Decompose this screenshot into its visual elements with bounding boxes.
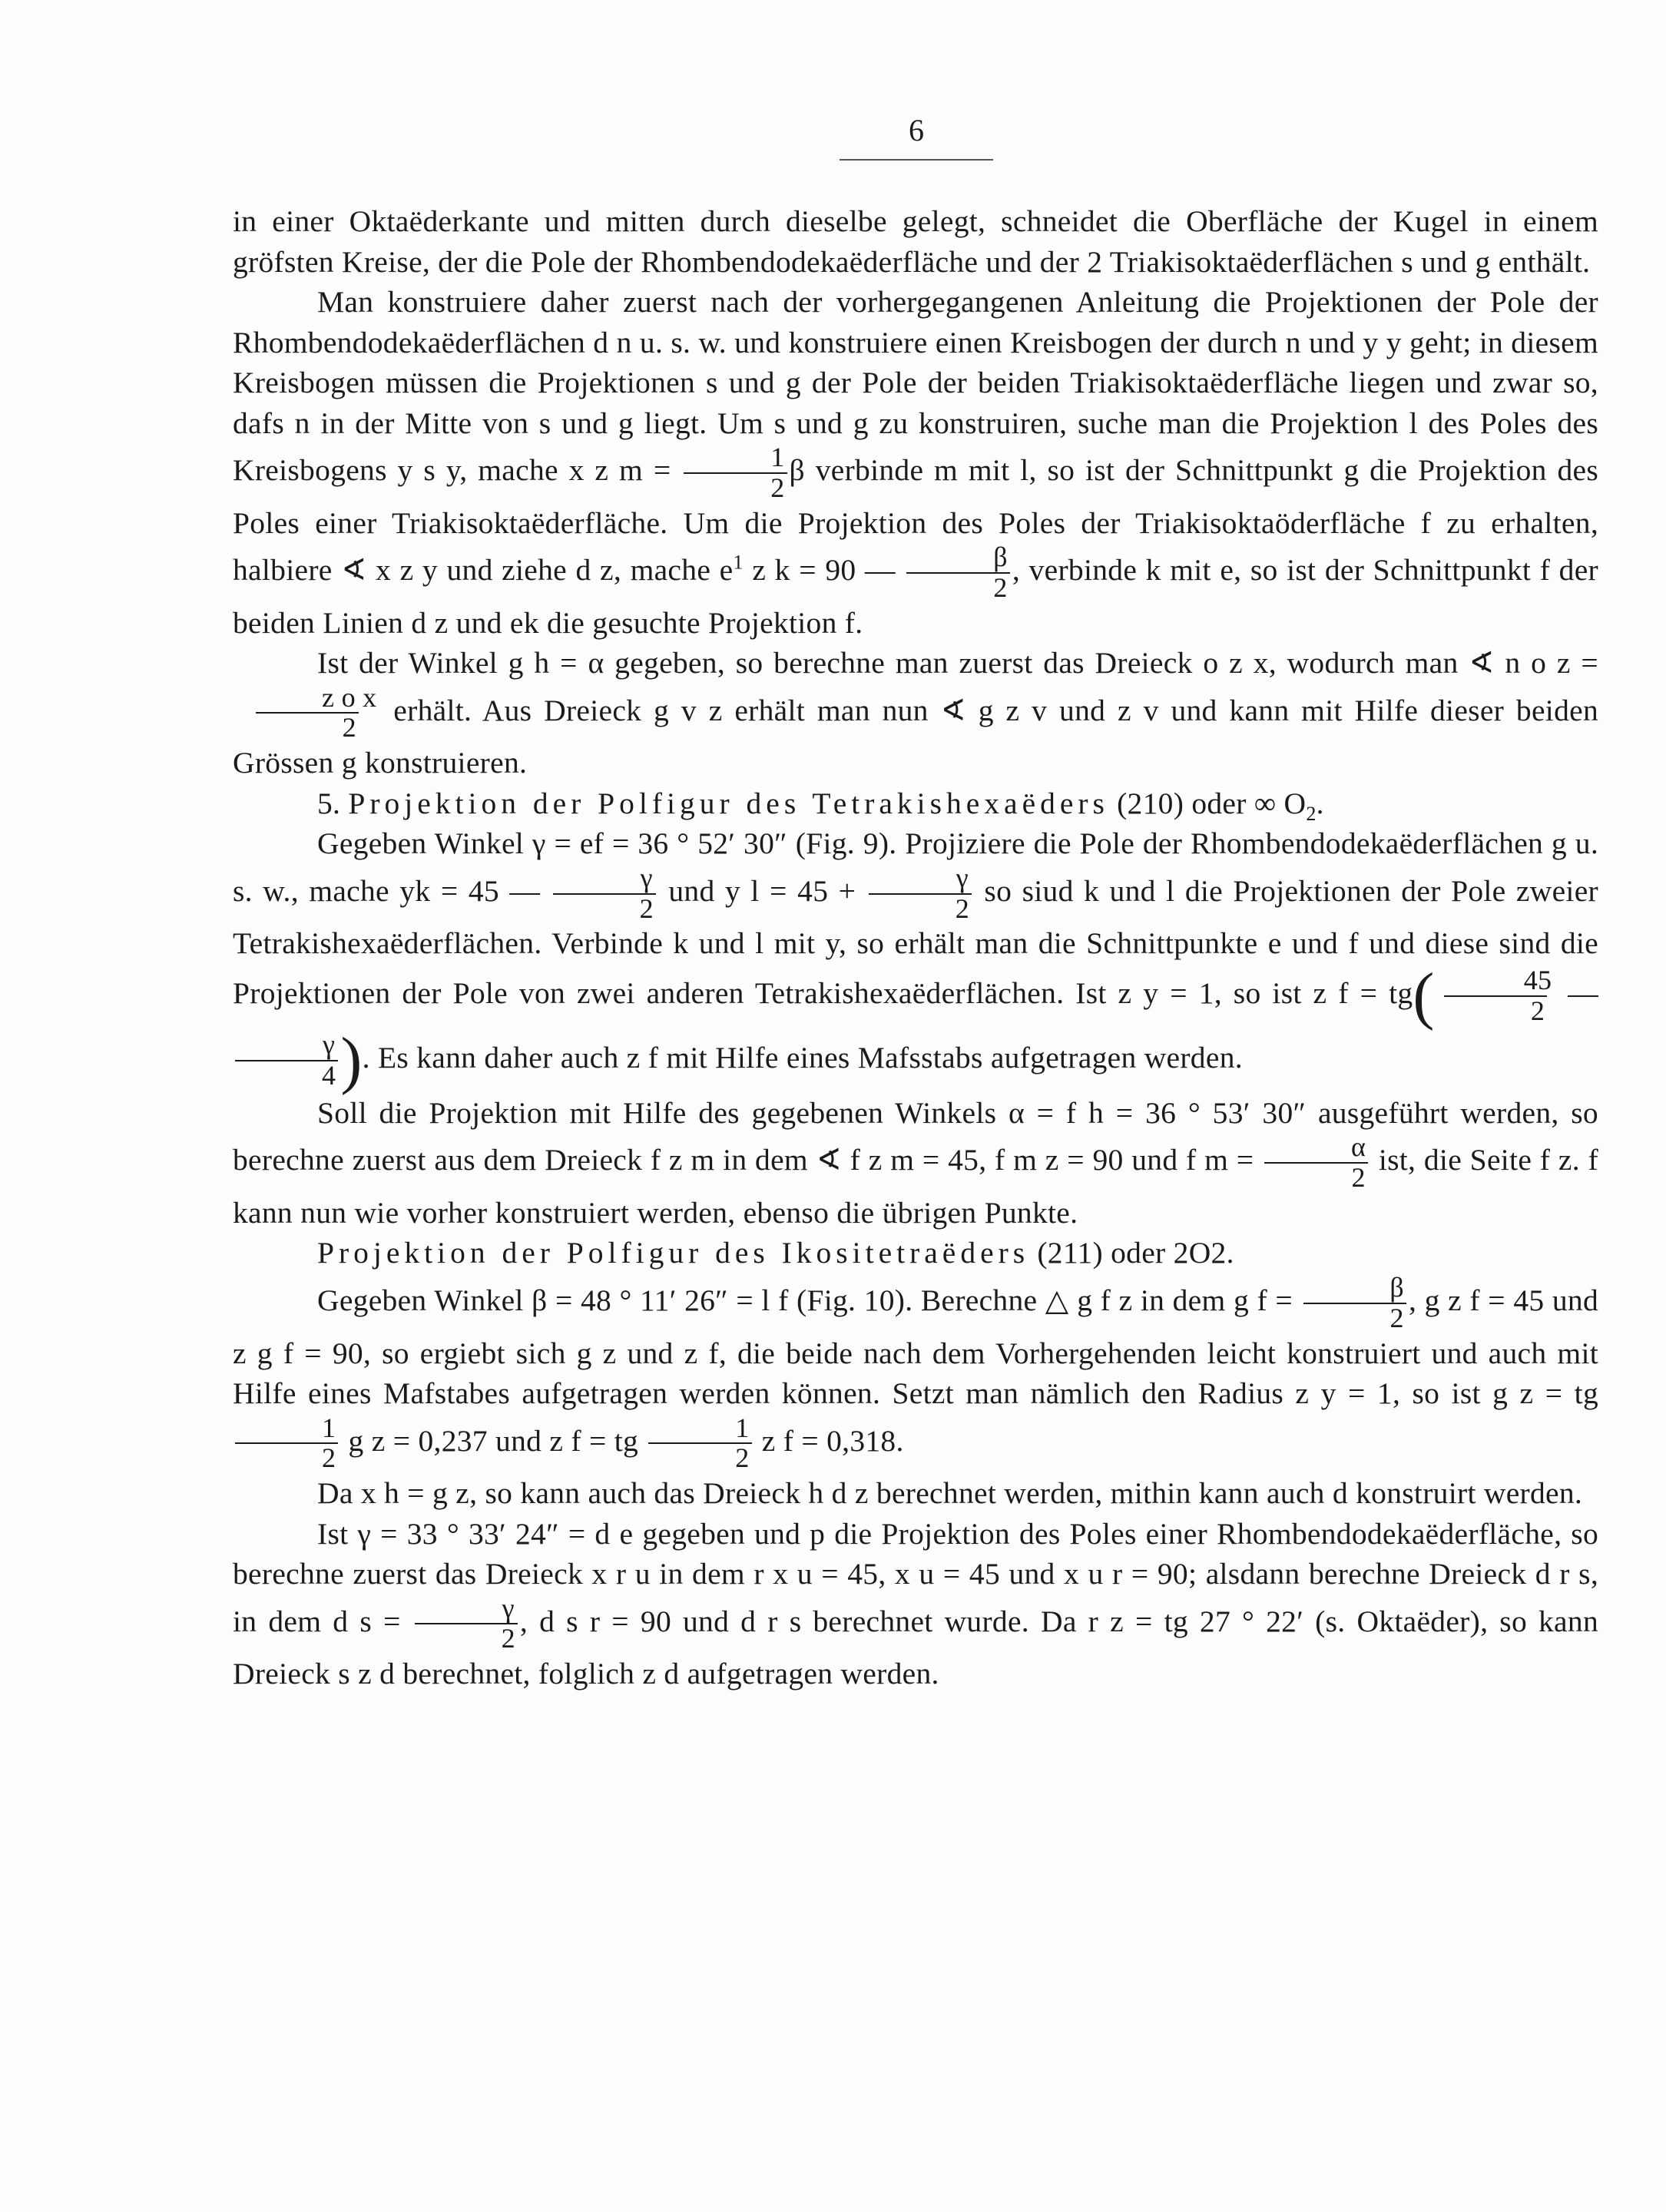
fraction: $\frac{1}{2}$: [648, 1414, 751, 1474]
paragraph-4: Gegeben Winkel γ = ef = 36 ° 52′ 30″ (Fig. 9). Projiziere die Pole der Rhombendodekaëderflächen g u. s. w., mache yk = 45 — $\frac{\gamma}{2}$ und y l = 45 + $\frac{\gamma}{2}$ so siud k und l die Projektionen der Pole zweier Tetrakishexaëderflächen. Verbinde k und l mit y, so erhält man die Schnittpunkte e und f und diese sind die Projektionen der Pole von zwei anderen Tetrakishexaëderflächen. Ist z y = 1, so ist z f = tg( $\frac{45}{2}$ — $\frac{\gamma}{4}$ ). Es kann daher auch z f mit Hilfe eines Mafsstabs aufgetragen werden.: [233, 826, 1598, 1096]
paragraph-8: Ist γ = 33 ° 33′ 24″ = d e gegeben und p die Projektion des Poles einer Rhombendodekaëderfläche, so berechne zuerst das Dreieck x r u in dem r x u = 45, x u = 45 und x u r = 90; alsdann berechne Dreieck d r s, in dem d s = $\frac{\gamma}{2}$ , d s r = 90 und d r s berechnet wurde. Da r z = tg 27 ° 22′ (s. Oktaëder), so kann Dreieck s z d berechnet, folglich z d aufgetragen werden.: [233, 1516, 1598, 1691]
section-heading-6: Projektion der Polfigur des Ikositetraëders (211) oder 2O2.: [317, 1236, 1234, 1270]
fraction: $\frac{45}{2}$: [1437, 966, 1555, 1026]
fraction: $\frac{1}{2}$: [235, 1414, 338, 1474]
fraction: $\frac{\text{z o x}}{2}$: [235, 684, 379, 743]
fraction: $\frac{\beta}{2}$: [906, 543, 1010, 603]
paragraph-3: Ist der Winkel g h = α gegeben, so berechne man zuerst das Dreieck o z x, wodurch man ∢ n o z = $\frac{\text{z o x}}{2}$ erhält. Aus Dreieck g v z erhält man nun ∢ g z v und z v und kann mit Hilfe dieser beiden Grössen g konstruieren.: [233, 646, 1598, 780]
paragraph-7: Da x h = g z, so kann auch das Dreieck h d z berechnet werden, mithin kann auch d konstruirt werden.: [317, 1476, 1583, 1511]
body-text: [233, 201, 1598, 1694]
fraction: $\frac{\gamma}{2}$: [415, 1594, 518, 1654]
header-rule: [840, 159, 993, 161]
paragraph-1: in einer Oktaëderkante und mitten durch dieselbe gelegt, schneidet die Oberfläche der Kugel in einem gröfsten Kreise, der die Pole der Rhombendodekaëderfläche und der 2 Triakisoktaëderflächen s und g enthält.: [233, 204, 1598, 279]
fraction: $\frac{\gamma}{2}$: [553, 864, 656, 924]
fraction: $\frac{1}{2}$: [684, 443, 787, 503]
fraction: $\frac{\gamma}{4}$: [235, 1031, 338, 1091]
fraction: $\frac{\gamma}{2}$: [869, 864, 972, 924]
paragraph-6: Gegeben Winkel β = 48 ° 11′ 26″ = l f (Fig. 10). Berechne △ g f z in dem g f = $\frac{\beta}{2}$ , g z f = 45 und z g f = 90, so ergiebt sich g z und z f, die beide nach dem Vorhergehenden leicht konstruiert und auch mit Hilfe eines Mafstabes aufgetragen werden können. Setzt man nämlich den Radius z y = 1, so ist g z = tg $\frac{1}{2}$ g z = 0,237 und z f = tg $\frac{1}{2}$ z f = 0,318.: [233, 1271, 1599, 1474]
section-heading-5: 5. Projektion der Polfigur des Tetrakishexaëders (210) oder ∞ $O_2$.: [317, 786, 1324, 825]
paragraph-5: Soll die Projektion mit Hilfe des gegebenen Winkels α = f h = 36 ° 53′ 30″ ausgeführt werden, so berechne zuerst aus dem Dreieck f z m in dem ∢ f z m = 45, f m z = 90 und f m = $\frac{\alpha}{2}$ ist, die Seite f z. f kann nun wie vorher konstruiert werden, ebenso die übrigen Punkte.: [233, 1095, 1598, 1230]
fraction: $\frac{\alpha}{2}$: [1264, 1133, 1368, 1193]
fraction: $\frac{\beta}{2}$: [1303, 1273, 1406, 1333]
page-number: 6: [909, 113, 924, 147]
paragraph-2: Man konstruiere daher zuerst nach der vorhergegangenen Anleitung die Projektionen der Pole der Rhombendodekaëderflächen d n u. s. w. und konstruiere einen Kreisbogen der durch n und y y geht; in diesem Kreisbogen müssen die Projektionen s und g der Pole der beiden Triakisoktaëderfläche liegen und zwar so, dafs n in der Mitte von s und g liegt. Um s und g zu konstruiren, suche man die Projektion l des Poles des Kreisbogens y s y, mache x z m = $\frac{1}{2}$ β verbinde m mit l, so ist der Schnittpunkt g die Projektion des Poles einer Triakisoktaëderfläche. Um die Projektion des Poles der Triakisoktaöderfläche f zu erhalten, halbiere ∢ x z y und ziehe d z, mache $e^1$ z k = 90 — $\frac{\beta}{2}$ , verbinde k mit e, so ist der Schnittpunkt f der beiden Linien d z und ek die gesuchte Projektion f.: [233, 285, 1598, 640]
